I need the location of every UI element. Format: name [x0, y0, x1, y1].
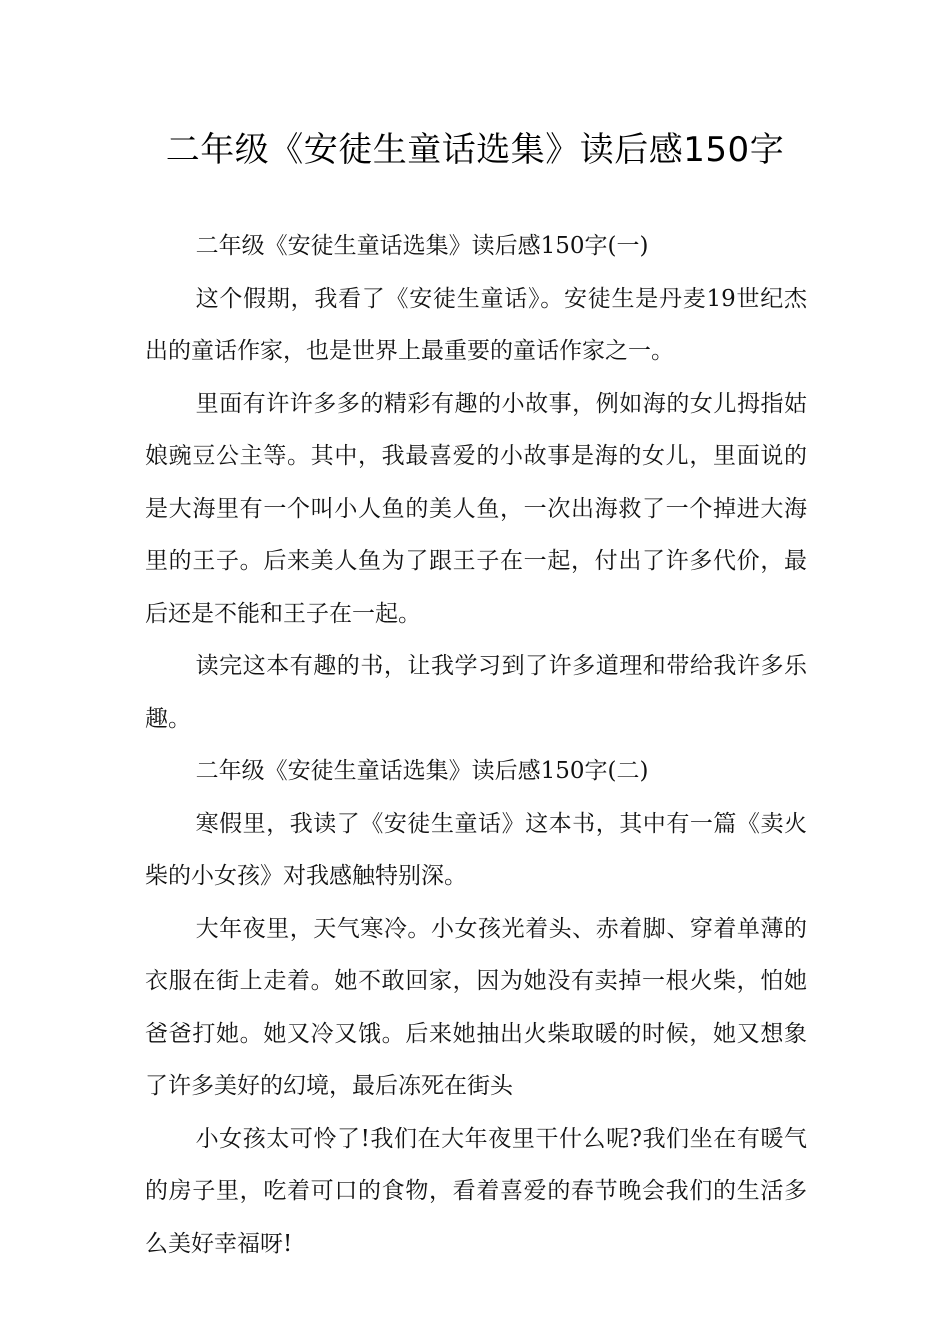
document-body: [145, 220, 807, 1270]
paragraph: 小女孩太可怜了!我们在大年夜里干什么呢?我们坐在有暖气的房子里，吃着可口的食物，看着喜爱的春节晚会我们的生活多么美好幸福呀!: [145, 1125, 807, 1257]
paragraph: 寒假里，我读了《安徒生童话》这本书，其中有一篇《卖火柴的小女孩》对我感触特别深。: [145, 810, 807, 889]
document-title: 二年级《安徒生童话选集》读后感150字: [165, 130, 785, 170]
section-heading: 二年级《安徒生童话选集》读后感150字(二): [195, 758, 649, 784]
paragraph: 这个假期，我看了《安徒生童话》。安徒生是丹麦19世纪杰出的童话作家，也是世界上最重要的童话作家之一。: [145, 285, 807, 364]
paragraph: 读完这本有趣的书，让我学习到了许多道理和带给我许多乐趣。: [145, 653, 807, 732]
section-heading: 二年级《安徒生童话选集》读后感150字(一): [195, 233, 649, 259]
paragraph: 里面有许许多多的精彩有趣的小故事，例如海的女儿拇指姑娘豌豆公主等。其中，我最喜爱的小故事是海的女儿，里面说的是大海里有一个叫小人鱼的美人鱼，一次出海救了一个掉进大海里的王子。后来美人鱼为了跟王子在一起，付出了许多代价，最后还是不能和王子在一起。: [145, 390, 807, 627]
paragraph: 大年夜里，天气寒冷。小女孩光着头、赤着脚、穿着单薄的衣服在街上走着。她不敢回家，因为她没有卖掉一根火柴，怕她爸爸打她。她又冷又饿。后来她抽出火柴取暖的时候，她又想象了许多美好的幻境，最后冻死在街头: [145, 915, 807, 1099]
